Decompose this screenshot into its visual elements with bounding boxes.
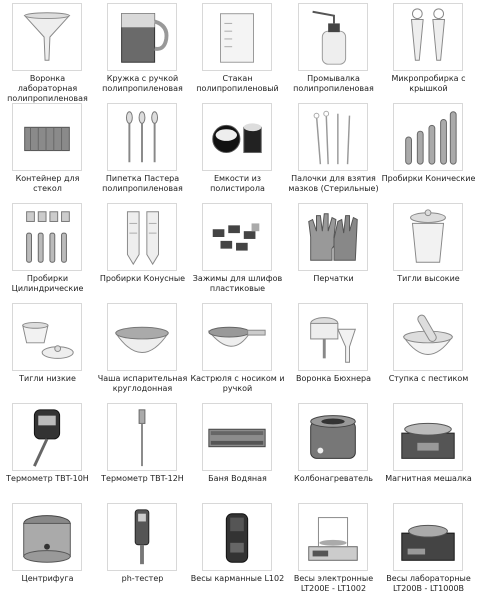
product-label-line: LT200E - LT1002 xyxy=(300,584,367,593)
product-card-conical-tubes[interactable] xyxy=(381,100,476,200)
product-label-line: мазков (Стерильные) xyxy=(288,184,379,193)
product-label-line: Зажимы для шлифов xyxy=(192,274,283,283)
product-card-magnetic-stirrer[interactable] xyxy=(381,400,476,500)
product-label-line: Термометр TBT-12H xyxy=(101,474,184,483)
product-label[interactable] xyxy=(95,174,190,194)
product-label[interactable] xyxy=(0,174,95,194)
product-card-microtube[interactable] xyxy=(381,0,476,100)
mug-icon[interactable] xyxy=(107,3,177,71)
product-label[interactable] xyxy=(286,174,381,194)
product-label-line: Колбонагреватель xyxy=(294,474,373,483)
product-card-gloves[interactable] xyxy=(286,200,381,300)
product-card-lab-scales[interactable] xyxy=(381,500,476,600)
stirrer-icon[interactable] xyxy=(393,403,463,471)
product-label-line: Емкости из полистирола xyxy=(210,174,265,193)
product-label-line: Стакан xyxy=(222,74,253,83)
product-card-electronic-scales[interactable] xyxy=(286,500,381,600)
product-label[interactable] xyxy=(95,474,190,484)
product-label[interactable] xyxy=(381,174,476,184)
beaker-icon[interactable] xyxy=(202,3,272,71)
product-label-line: Центрифуга xyxy=(21,574,74,583)
product-label-line: Пробирки Конусные xyxy=(99,274,186,283)
product-label-line: Пипетка Пастера xyxy=(105,174,180,183)
product-label[interactable] xyxy=(95,74,190,94)
cylindrical-tubes-icon[interactable] xyxy=(12,203,82,271)
product-label-line: Термометр TBT-10H xyxy=(6,474,89,483)
crucible-tall-icon[interactable] xyxy=(393,203,463,271)
product-label[interactable] xyxy=(0,274,95,294)
jar-icon[interactable] xyxy=(202,103,272,171)
centrifuge-icon[interactable] xyxy=(12,503,82,571)
product-label[interactable] xyxy=(0,574,95,584)
product-card-cylindrical-tubes[interactable] xyxy=(0,200,95,300)
product-card-pasteur-pipette[interactable] xyxy=(95,100,190,200)
water-bath-icon[interactable] xyxy=(202,403,272,471)
product-label-line: ph-тестер xyxy=(121,574,164,583)
product-label[interactable] xyxy=(95,274,190,284)
product-label-line: Воронка лабораторная xyxy=(17,74,78,93)
product-label-line: Промывалка xyxy=(307,74,360,83)
product-label-line: Чаша испарительная xyxy=(97,374,188,383)
product-label-line: Весы карманные L102 xyxy=(190,574,285,583)
product-label-line: Микропробирка с xyxy=(391,74,466,83)
product-label-line: Кастрюля с носиком и xyxy=(190,374,285,383)
product-label-line: полипропиленовая xyxy=(102,84,183,93)
product-label-line: Перчатки xyxy=(313,274,354,283)
product-label-line: Ступка с пестиком xyxy=(388,374,469,383)
product-label-line: Воронка Бюхнера xyxy=(296,374,371,383)
product-label-line: Палочки для взятия xyxy=(291,174,376,183)
product-label-line: Тигли низкие xyxy=(19,374,76,383)
buchner-funnel-icon[interactable] xyxy=(298,303,368,371)
casserole-icon[interactable] xyxy=(202,303,272,371)
ph-tester-icon[interactable] xyxy=(107,503,177,571)
thermometer-digital-icon[interactable] xyxy=(12,403,82,471)
product-label-line: Весы электронные xyxy=(293,574,374,583)
heater-icon[interactable] xyxy=(298,403,368,471)
dish-icon[interactable] xyxy=(107,303,177,371)
product-label[interactable] xyxy=(190,274,285,294)
conical-tubes-icon[interactable] xyxy=(107,203,177,271)
product-card-beaker[interactable] xyxy=(190,0,285,100)
product-label[interactable] xyxy=(286,374,381,384)
thermometer-probe-icon[interactable] xyxy=(107,403,177,471)
slide-container-icon[interactable] xyxy=(12,103,82,171)
clamps-icon[interactable] xyxy=(202,203,272,271)
product-label[interactable] xyxy=(381,274,476,284)
scale-icon[interactable] xyxy=(298,503,368,571)
product-label[interactable] xyxy=(286,274,381,284)
funnel-icon[interactable] xyxy=(12,3,82,71)
product-label[interactable] xyxy=(381,574,476,594)
product-label-line: Пробирки Конические xyxy=(381,174,476,183)
product-card-buchner-funnel[interactable] xyxy=(286,300,381,400)
product-card-thermometer-10h[interactable] xyxy=(0,400,95,500)
pocket-scale-icon[interactable] xyxy=(202,503,272,571)
product-label-line: Тигли высокие xyxy=(397,274,460,283)
product-label-line: Баня Водяная xyxy=(208,474,267,483)
product-label[interactable] xyxy=(190,74,285,94)
product-label-line: ручкой xyxy=(222,384,253,393)
product-label[interactable] xyxy=(0,374,95,384)
lab-scale-icon[interactable] xyxy=(393,503,463,571)
test-tubes-icon[interactable] xyxy=(393,103,463,171)
microtube-icon[interactable] xyxy=(393,3,463,71)
product-label-line: пластиковые xyxy=(209,284,266,293)
wash-bottle-icon[interactable] xyxy=(298,3,368,71)
product-card-wash-bottle[interactable] xyxy=(286,0,381,100)
product-label-line: Кружка с ручкой xyxy=(106,74,179,83)
product-card-mug[interactable] xyxy=(95,0,190,100)
mortar-icon[interactable] xyxy=(393,303,463,371)
product-label-line: полипропиленовая xyxy=(293,84,374,93)
gloves-icon[interactable] xyxy=(298,203,368,271)
product-card-casserole[interactable] xyxy=(190,300,285,400)
product-label[interactable] xyxy=(381,374,476,384)
product-label[interactable] xyxy=(190,374,285,394)
product-label[interactable] xyxy=(190,474,285,484)
product-label-line: Магнитная мешалка xyxy=(385,474,472,483)
product-label-line: полипропиленовая xyxy=(7,94,88,103)
product-label-line: Пробирки xyxy=(26,274,69,283)
pipette-icon[interactable] xyxy=(107,103,177,171)
crucible-low-icon[interactable] xyxy=(12,303,82,371)
product-card-water-bath[interactable] xyxy=(190,400,285,500)
product-label[interactable] xyxy=(286,474,381,484)
product-label[interactable] xyxy=(0,474,95,484)
swab-icon[interactable] xyxy=(298,103,368,171)
product-label-line: Весы лабораторные xyxy=(386,574,471,583)
product-card-ph-tester[interactable] xyxy=(95,500,190,600)
product-label[interactable] xyxy=(286,74,381,94)
product-card-centrifuge[interactable] xyxy=(0,500,95,600)
product-label[interactable] xyxy=(286,574,381,594)
product-card-funnel[interactable] xyxy=(0,0,95,103)
product-card-low-crucibles[interactable] xyxy=(0,300,95,400)
product-card-flask-heater[interactable] xyxy=(286,400,381,500)
product-label[interactable] xyxy=(190,574,285,584)
product-label-line: Контейнер для стекол xyxy=(15,174,80,193)
product-label-line: крышкой xyxy=(409,84,448,93)
product-label-line: Цилиндрические xyxy=(11,284,84,293)
product-label-line: полипропиленовый xyxy=(196,84,279,93)
product-label-line: LT200B - LT1000B xyxy=(392,584,465,593)
product-label[interactable] xyxy=(381,74,476,94)
product-card-evaporating-dish[interactable] xyxy=(95,300,190,400)
product-label[interactable] xyxy=(95,374,190,394)
product-card-conus-tubes[interactable] xyxy=(95,200,190,300)
product-card-slide-container[interactable] xyxy=(0,100,95,200)
product-card-mortar-pestle[interactable] xyxy=(381,300,476,400)
product-card-swab-sticks[interactable] xyxy=(286,100,381,200)
product-card-thermometer-12h[interactable] xyxy=(95,400,190,500)
product-label[interactable] xyxy=(381,474,476,484)
product-card-joint-clamps[interactable] xyxy=(190,200,285,300)
product-label-line: полипропиленовая xyxy=(102,184,183,193)
product-label-line: круглодонная xyxy=(112,384,173,393)
product-label[interactable] xyxy=(190,174,285,194)
product-card-pocket-scales[interactable] xyxy=(190,500,285,600)
product-card-polystyrene-containers[interactable] xyxy=(190,100,285,200)
product-label[interactable] xyxy=(95,574,190,584)
product-card-tall-crucibles[interactable] xyxy=(381,200,476,300)
